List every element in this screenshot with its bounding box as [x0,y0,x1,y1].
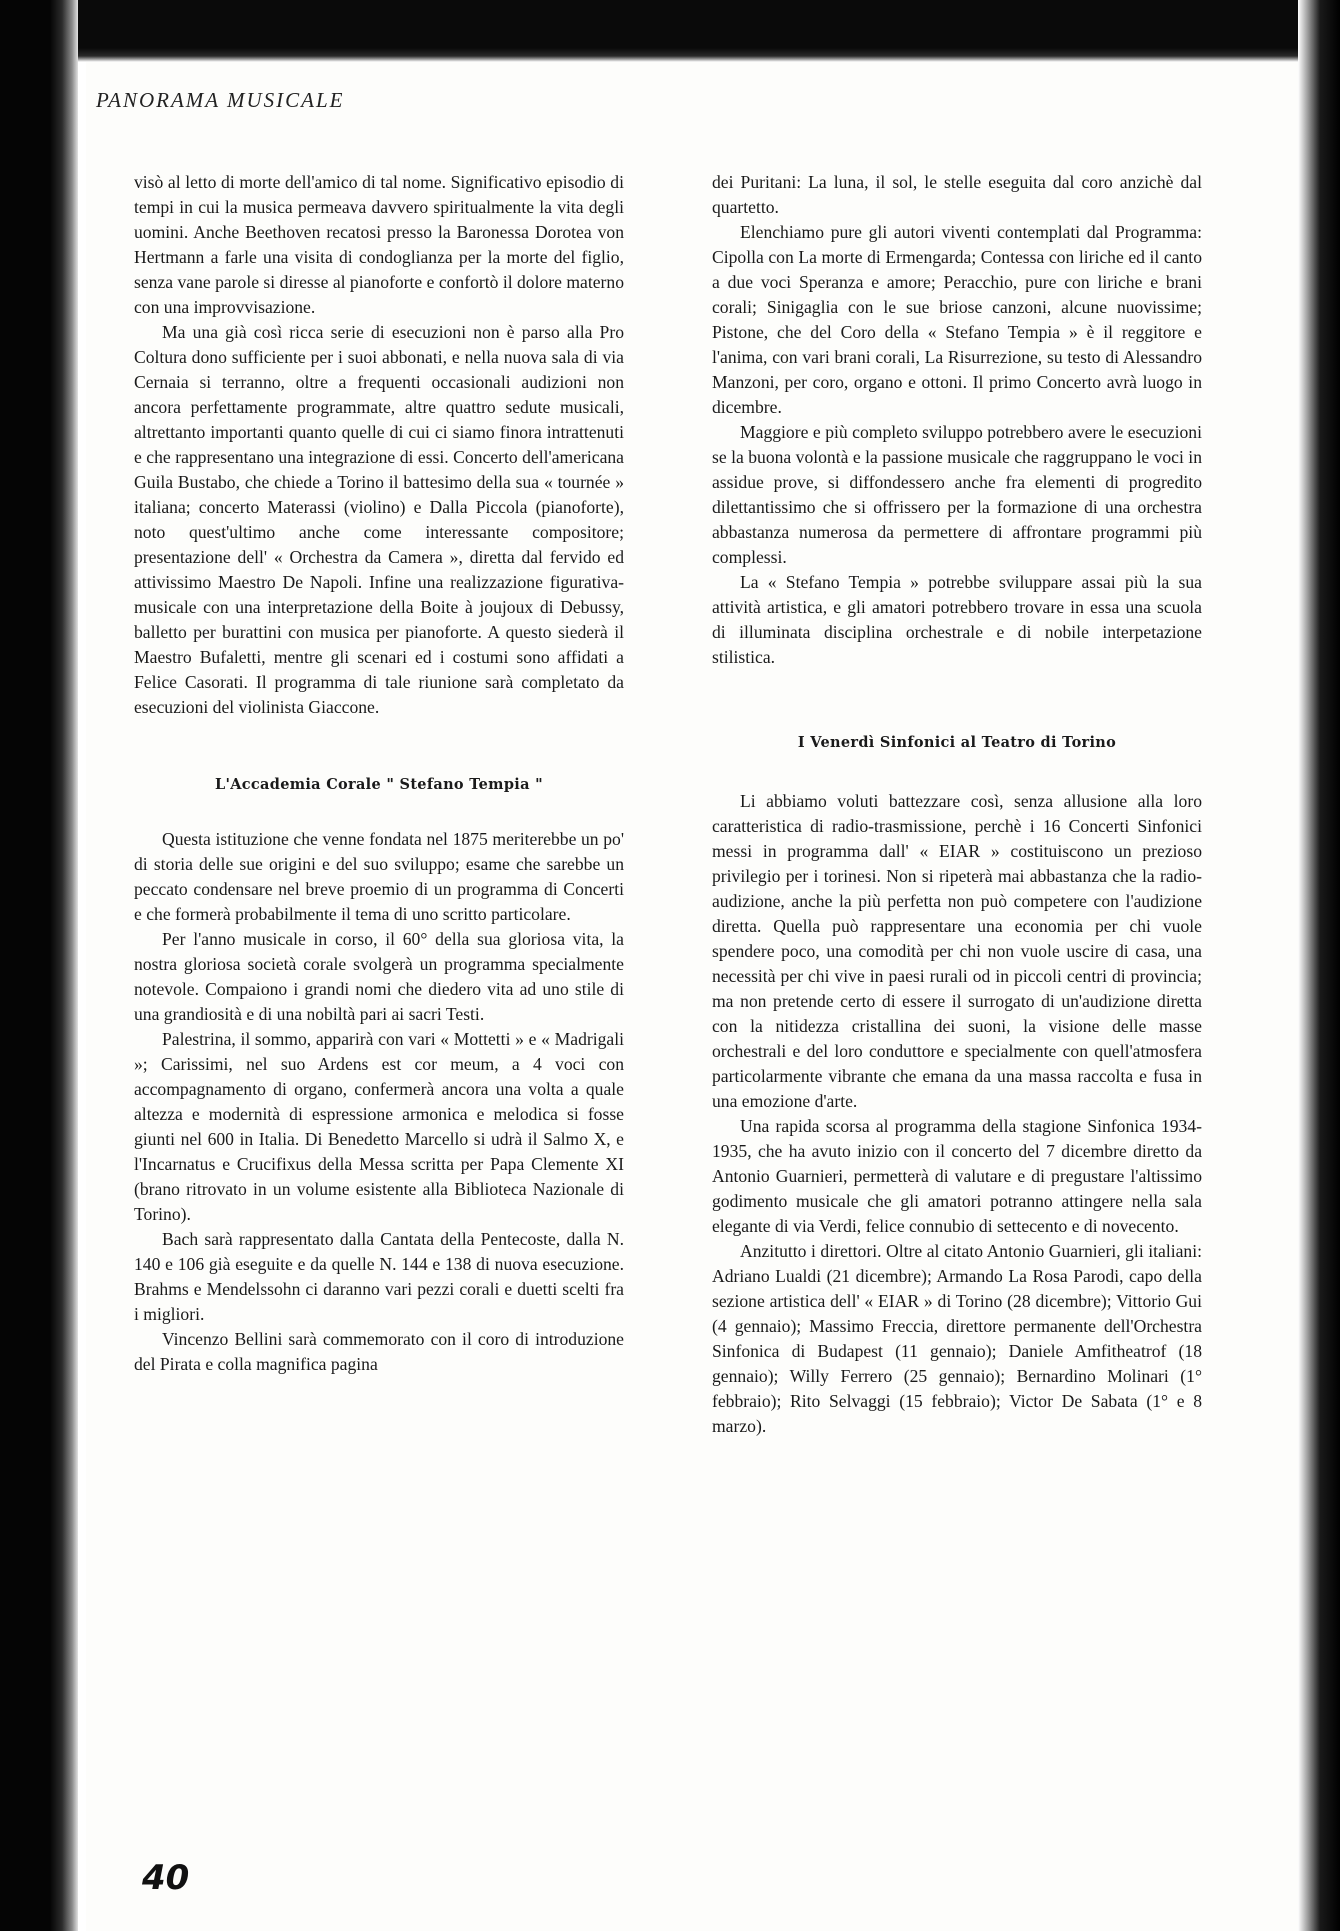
paragraph: Per l'anno musicale in corso, il 60° della sua gloriosa vita, la nostra gloriosa società corale svolgerà un programma specialmente notevole. Compaiono i grandi nomi che diedero vita ad uno stile di una grandiosità e di una nobiltà pari ai sacri Testi. [134,929,624,1024]
scan-border-left [0,0,78,1931]
section-heading: L'Accademia Corale " Stefano Tempia " [215,776,543,793]
paragraph: Palestrina, il sommo, apparirà con vari « Mottetti » e « Madrigali »; Carissimi, nel suo Ardens est cor meum, a 4 voci con accompagnamento di organo, confermerà ancora una volta a quale altezza e modernità di espressione armonica e melodica si fosse giunti nel 600 in Italia. Di Benedetto Marcello si udrà il Salmo X, e l'Incarnatus e Crucifixus della Messa scritta per Papa Clemente XI (brano ritrovato in un volume esistente alla Biblioteca Nazionale di Torino). [134,1029,624,1224]
page-number: 40 [142,1858,190,1898]
paragraph: Questa istituzione che venne fondata nel 1875 meriterebbe un po' di storia delle sue origini e del suo sviluppo; esame che sarebbe un peccato condensare nel breve proemio di un programma di Concerti e che formerà probabilmente il tema di uno scritto particolare. [134,829,624,924]
running-title: PANORAMA MUSICALE [96,88,345,112]
paragraph: Vincenzo Bellini sarà commemorato con il coro di introduzione del Pirata e colla magnifica pagina [134,1329,624,1374]
paragraph: Li abbiamo voluti battezzare così, senza allusione alla loro caratteristica di radio-trasmissione, perchè i 16 Concerti Sinfonici messi in programma dall' « EIAR » costituiscono un prezioso privilegio per i torinesi. Non si ripeterà mai abbastanza che la radio-audizione, anche la più perfetta non può competere con l'audizione diretta. Quella può rappresentare una economia per chi vuole spendere poco, una comodità per chi non vuole uscire di casa, una necessità per chi vive in paesi rurali od in piccoli centri di provincia; ma non pretende certo di essere il surrogato di un'audizione diretta con la nitidezza cristallina dei suoni, la visione delle masse orchestrali e del loro conduttore e specialmente con quell'atmosfera particolarmente vibrante che emana da una massa raccolta e fusa in una emozione d'arte. [712,791,1202,1111]
paragraph: Una rapida scorsa al programma della stagione Sinfonica 1934-1935, che ha avuto inizio con il concerto del 7 dicembre diretto da Antonio Guarnieri, permetterà di valutare e di pregustare l'altissimo godimento musicale che gli amatori potranno attingere nella sala elegante di via Verdi, felice connubio di settecento e di novecento. [712,1116,1202,1236]
paragraph: Anzitutto i direttori. Oltre al citato Antonio Guarnieri, gli italiani: Adriano Lualdi (21 dicembre); Armando La Rosa Parodi, capo della sezione artistica dell' « EIAR » di Torino (28 dicembre); Vittorio Gui (4 gennaio); Massimo Freccia, direttore permanente dell'Orchestra Sinfonica di Budapest (11 gennaio); Daniele Amfitheatrof (18 gennaio); Willy Ferrero (25 gennaio); Bernardino Molinari (1° febbraio); Rito Selvaggi (15 febbraio); Victor De Sabata (1° e 8 marzo). [712,1241,1202,1436]
section-heading: I Venerdì Sinfonici al Teatro di Torino [797,734,1117,751]
paragraph: La « Stefano Tempia » potrebbe sviluppare assai più la sua attività artistica, e gli amatori potrebbero trovare in essa una scuola di illuminata disciplina orchestrale e di nobile interpetazione stilistica. [712,572,1202,667]
paragraph: Elenchiamo pure gli autori viventi contemplati dal Programma: Cipolla con La morte di Ermengarda; Contessa con liriche ed il canto a due voci Speranza e amore; Peracchio, pure con liriche e brani corali; Sinigaglia con le sue briose canzoni, alcune nuovissime; Pistone, che del Coro della « Stefano Tempia » è il reggitore e l'anima, con vari brani corali, La Risurrezione, su testo di Alessandro Manzoni, per coro, organo e ottoni. Il primo Concerto avrà luogo in dicembre. [712,222,1202,417]
paragraph: Ma una già così ricca serie di esecuzioni non è parso alla Pro Coltura dono sufficiente per i suoi abbonati, e nella nuova sala di via Cernaia si terranno, oltre a frequenti occasionali audizioni non ancora perfettamente programmate, altre quattro sedute musicali, altrettanto importanti quanto quelle di cui ci siamo finora intrattenuti e che rappresentano una integrazione di essi. Concerto dell'americana Guila Bustabo, che chiede a Torino il battesimo della sua « tournée » italiana; concerto Materassi (violino) e Dalla Piccola (pianoforte), noto quest'ultimo anche come interessante compositore; presentazione dell' « Orchestra da Camera », diretta dal fervido ed attivissimo Maestro De Napoli. Infine una realizzazione figurativa-musicale con una interpretazione della Boite à joujoux di Debussy, balletto per burattini con musica per pianoforte. A questo siederà il Maestro Bufaletti, mentre gli scenari ed i costumi sono affidati a Felice Casorati. Il programma di tale riunione sarà completato da esecuzioni del violinista Giaccone. [134,322,624,717]
scan-border-right [1298,0,1340,1931]
paragraph: visò al letto di morte dell'amico di tal nome. Significativo episodio di tempi in cui la musica permeava davvero spiritualmente la vita degli uomini. Anche Beethoven recatosi presso la Baronessa Dorotea von Hertmann a farle una visita di condoglianza per la morte del figlio, senza vane parole si diresse al pianoforte e confortò il dolore materno con una improvvisazione. [134,172,624,317]
paragraph: Bach sarà rappresentato dalla Cantata della Pentecoste, dalla N. 140 e 106 già eseguite e da quelle N. 144 e 138 di nuova esecuzione. Brahms e Mendelssohn ci daranno vari pezzi corali e duetti scelti fra i migliori. [134,1229,624,1324]
scan-border-top [0,0,1340,62]
right-column [712,170,1202,1439]
left-column [134,170,624,1377]
paragraph: Maggiore e più completo sviluppo potrebbero avere le esecuzioni se la buona volontà e la passione musicale che raggruppano le voci in assidue prove, si diffondessero anche fra elementi di progredito dilettantissimo che si offrissero per la formazione di una orchestra abbastanza numerosa da permettere di affrontare programmi più complessi. [712,422,1202,567]
paragraph: dei Puritani: La luna, il sol, le stelle eseguita dal coro anzichè dal quartetto. [712,172,1202,217]
